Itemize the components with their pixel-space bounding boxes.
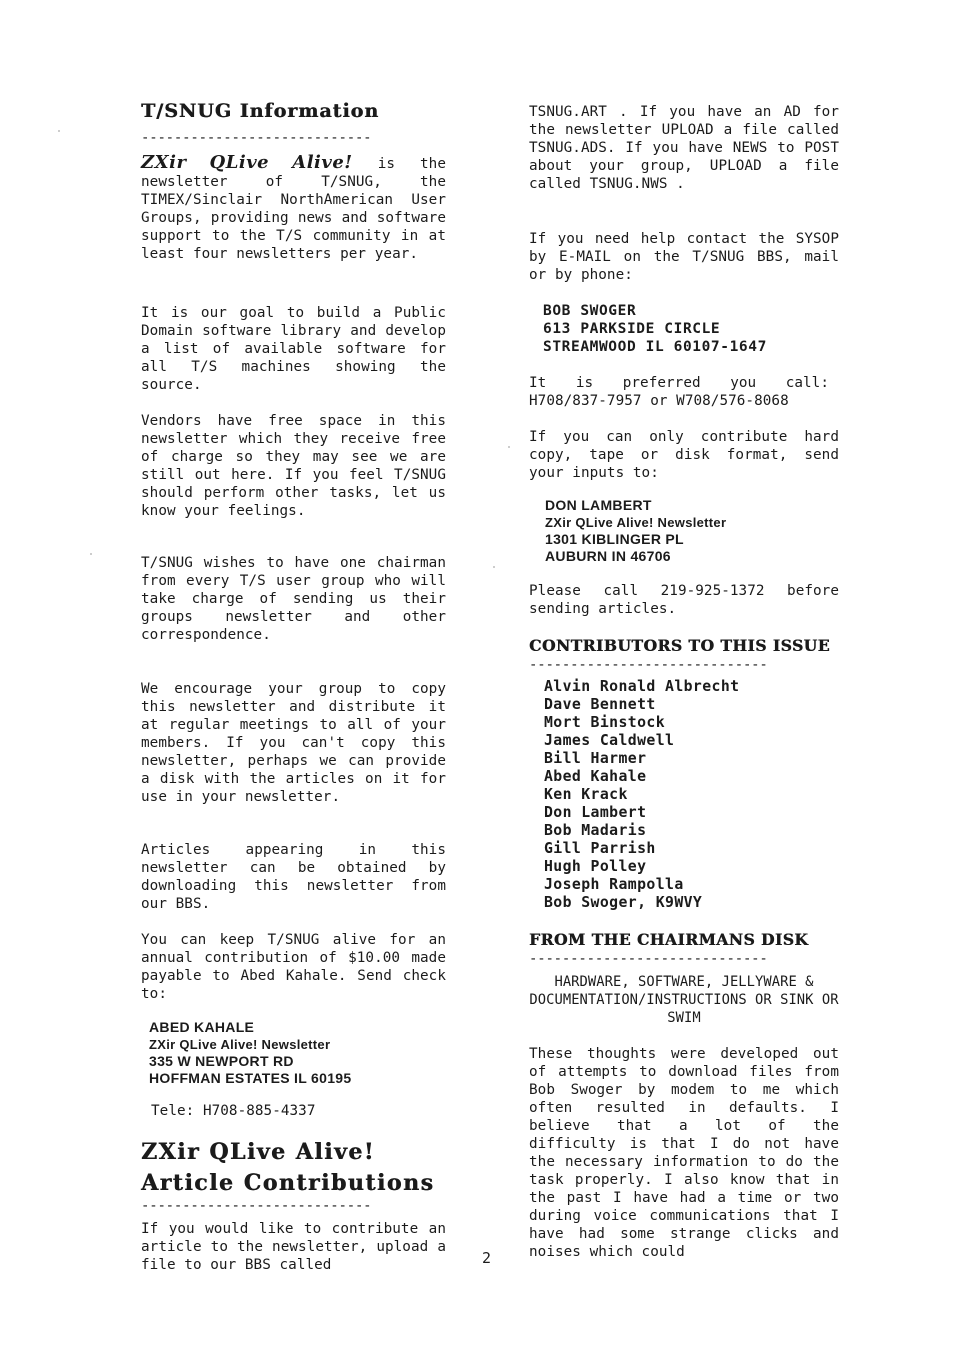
articles-paragraph: Articles appearing in this newsletter can be obtained by downloading this newsletter from our BBS. [141, 842, 446, 912]
upload-paragraph: TSNUG.ART . If you have an AD for the newsletter UPLOAD a file called TSNUG.ADS. If you have NEWS to POST about your group, UPLOAD a file called TSNUG.NWS . [529, 104, 839, 192]
contributor-name: Hugh Polley [544, 858, 647, 875]
goal-paragraph: It is our goal to build a Public Domain software library and develop a list of available software for all T/S machines showing the source. [141, 305, 446, 393]
contributor-name: Ken Krack [544, 786, 628, 803]
heading-rule: ---------------------------- [141, 130, 372, 146]
contributor-name: Don Lambert [544, 804, 647, 821]
kahale-address [149, 1019, 454, 1087]
article-heading-rule: ---------------------------- [141, 1198, 372, 1214]
address-line: BOB SWOGER [543, 303, 637, 319]
scan-speck [493, 566, 495, 568]
telephone: Tele: H708-885-4337 [151, 1103, 316, 1119]
help-paragraph: If you need help contact the SYSOP by E-MAIL on the T/SNUG BBS, mail or by phone: [529, 231, 839, 283]
thoughts-paragraph: These thoughts were developed out of attempts to download files from Bob Swoger by modem to me which often resulted in defaults. I believe that a lot of the difficulty is that I do not have the necessary information to do the task properly. I also know that in the past I have had a time or two during voice communications that I have had some strange clicks and noises which could [529, 1046, 839, 1260]
contributor-name: Gill Parrish [544, 840, 656, 857]
tsnug-information-heading: T/SNUG Information [141, 100, 380, 122]
contributor-name: Bob Swoger, K9WVY [544, 894, 703, 911]
address-line: DON LAMBERT [545, 497, 652, 513]
scan-speck [508, 446, 510, 448]
article-heading-subtitle: Article Contributions [141, 1170, 435, 1196]
chairman-paragraph: T/SNUG wishes to have one chairman from every T/S user group who will take charge of sending us their groups newsletter and other correspondence. [141, 555, 446, 643]
chairmans-disk-subtitle: HARDWARE, SOFTWARE, JELLYWARE & DOCUMENTATION/INSTRUCTIONS OR SINK OR SWIM [529, 974, 839, 1026]
contributor-name: Joseph Rampolla [544, 876, 684, 893]
address-line: HOFFMAN ESTATES IL 60195 [149, 1070, 352, 1086]
intro-lead: is the [352, 156, 447, 172]
address-line: 335 W NEWPORT RD [149, 1053, 294, 1069]
address-line: ABED KAHALE [149, 1019, 255, 1035]
article-heading-title: ZXir QLive Alive! [141, 1139, 375, 1165]
intro-paragraph [141, 154, 446, 263]
contributors-list [544, 678, 854, 912]
contributor-name: Bill Harmer [544, 750, 647, 767]
contributor-name: Abed Kahale [544, 768, 647, 785]
address-line: ZXir QLive Alive! Newsletter [545, 515, 727, 530]
contribute-paragraph: If you would like to contribute an article to the newsletter, upload a file to our BBS called [141, 1221, 446, 1273]
hardcopy-paragraph: If you can only contribute hard copy, tape or disk format, send your inputs to: [529, 429, 839, 481]
sysop-address [543, 302, 853, 356]
vendors-paragraph: Vendors have free space in this newsletter which they receive free of charge so they may see we are still out here. If you feel T/SNUG should perform other tasks, let us know your feelings. [141, 413, 446, 519]
encourage-paragraph: We encourage your group to copy this newsletter and distribute it at regular meetings to all of your members. If you can't copy this newsletter, perhaps we can provide a disk with the articles on it for use in your newsletter. [141, 681, 446, 805]
contributor-name: Alvin Ronald Albrecht [544, 678, 740, 695]
scan-speck [90, 553, 92, 555]
contributor-name: Dave Bennett [544, 696, 656, 713]
contributors-rule: ----------------------------- [529, 657, 768, 673]
address-line: 613 PARKSIDE CIRCLE [543, 321, 721, 337]
call-paragraph: It is preferred you call: H708/837-7957 or W708/576-8068 [529, 375, 829, 409]
newsletter-title: ZXir QLive Alive! [141, 152, 353, 173]
intro-body: newsletter of T/SNUG, the TIMEX/Sinclair NorthAmerican User Groups, providing news and software support to the T/S community in at least four newsletters per year. [141, 174, 446, 262]
address-line: ZXir QLive Alive! Newsletter [149, 1037, 331, 1052]
contribution-paragraph: You can keep T/SNUG alive for an annual contribution of $10.00 made payable to Abed Kahale. Send check to: [141, 932, 446, 1002]
contributor-name: Mort Binstock [544, 714, 666, 731]
address-line: 1301 KIBLINGER PL [545, 531, 684, 547]
address-line: AUBURN IN 46706 [545, 548, 671, 564]
page-number: 2 [482, 1249, 492, 1267]
address-line: STREAMWOOD IL 60107-1647 [543, 339, 767, 355]
chairmans-disk-rule: ----------------------------- [529, 951, 768, 967]
chairmans-disk-heading: FROM THE CHAIRMANS DISK [529, 930, 809, 949]
please-call-paragraph: Please call 219-925-1372 before sending articles. [529, 583, 839, 617]
lambert-address [545, 497, 855, 565]
contributor-name: Bob Madaris [544, 822, 647, 839]
contributor-name: James Caldwell [544, 732, 675, 749]
contributors-heading: CONTRIBUTORS TO THIS ISSUE [529, 636, 830, 655]
scan-speck [58, 130, 60, 132]
